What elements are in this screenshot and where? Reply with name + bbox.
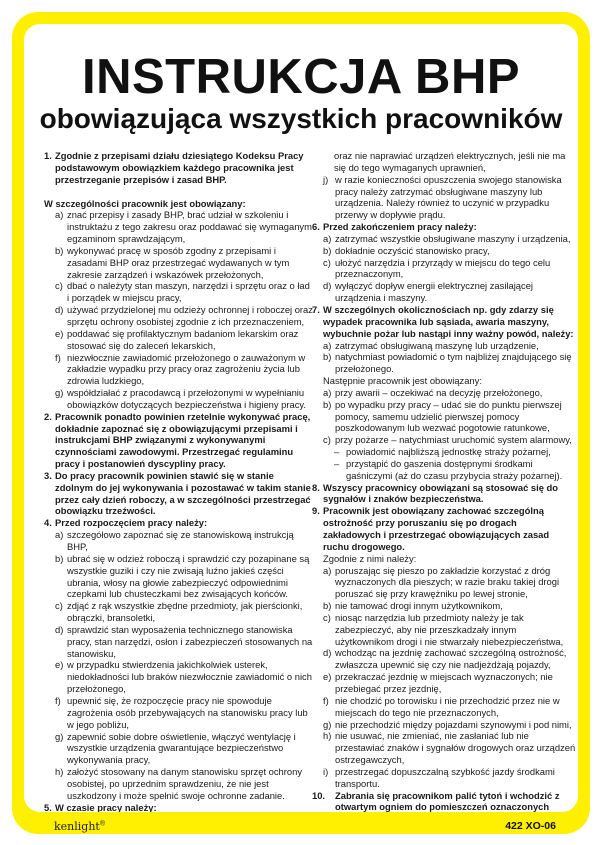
product-code: 422 XO-06 (505, 820, 556, 832)
list-item: d) wyłączyć dopływ energii elektrycznej zasilającej urządzenia i maszyny. (323, 280, 533, 304)
list-item: g) współdziałać z pracodawcą i przełożonymi w wypełnianiu obowiązków dotyczących bezpieczeństwa i higieny pracy. (55, 387, 307, 410)
list-item: – powiadomić najbliższą jednostkę straży pożarnej, (334, 446, 551, 458)
list-item: b) nie tamować drogi innym użytkownikom, (323, 600, 503, 612)
continued-item: oraz nie naprawiać urządzeń elektrycznych, jeśli nie ma się do tego wymaganych uprawnień, (334, 150, 566, 173)
list-item: b) ubrać się w odzież roboczą i sprawdzić czy pozapinane są wszystkie guziki i czy nie zwisają luźno jakieś części ubrania, włosy na głowie zabezpieczyć odpowiednimi czepkami lub chusteczkami bez zwisających końców. (55, 552, 310, 600)
page-subtitle: obowiązująca wszystkich pracowników (39, 103, 563, 134)
obligations-intro: W szczególności pracownik jest obowiązany: (44, 197, 246, 209)
section-5: 5. W czasie pracy należy: (44, 801, 157, 812)
section-7: 7. W szczególnych okolicznościach np. gdy zdarzy się wypadek pracownika lub sąsiada, awaria maszyny, wybuchnie pożar lub nastąpi inny ważny powód, należy: (312, 303, 574, 339)
list-item: f) nie chodzić po torowisku i nie przechodzić przez nie w miejscach do tego nie przeznaczonych, (323, 694, 560, 718)
list-item: a) przy awarii – oczekiwać na decyzję przełożonego, (323, 386, 543, 398)
list-item: f) niezwłocznie zawiadomić przełożonego o zauważonym w zakładzie wypadku przy pracy oraz zagrożeniu życia lub zdrowia ludzkiego, (55, 351, 306, 387)
section-9: 9. Pracownik jest obowiązany zachować szczególną ostrożność przy poruszaniu się po drogach zakładowych i przestrzegać obowiązujących zasad ruchu drogowego. (312, 505, 550, 552)
yellow-border-frame (12, 12, 590, 834)
list-item: c) niosąc narzędzia lub przedmioty należy je tak zabezpieczyć, aby nie przeszkadzały innym użytkownikom drogi i nie stwarzały niebezpieczeństwa, (323, 611, 564, 647)
traffic-intro: Zgodnie z nimi należy: (323, 552, 417, 564)
section-8: 8. Wszyscy pracownicy obowiązani są stosować się do sygnałów i znaków bezpieczeństwa. (312, 481, 558, 505)
left-column (44, 150, 314, 812)
right-column (312, 150, 576, 812)
list-item: g) zapewnić sobie dobre oświetlenie, włączyć wentylację i wszystkie urządzenia gwarantujące bezpieczeństwo wykonywania pracy, (55, 730, 296, 766)
section-2: 2. Pracownik ponadto powinien rzetelnie wykonywać pracę, dokładnie zapoznać się z obowiązującymi przepisami i instrukcjami BHP związanymi z wykonywanymi czynnościami zawodowymi. Przestrzegać regulaminu pracy i postanowień dyscypliny pracy. (44, 410, 311, 470)
emergency-list (312, 340, 576, 376)
list-item: 10. Zabrania się pracownikom palić tytoń i wchodzić z otwartym ogniem do pomieszczeń oznaczonych (312, 789, 560, 812)
list-item: b) dokładnie oczyścić stanowisko pracy, (323, 244, 490, 256)
traffic-list (312, 565, 576, 790)
list-item: c) przy pożarze – natychmiast uruchomić system alarmowy, (323, 434, 572, 446)
end-of-work-list (312, 233, 576, 304)
list-item: h) nie usuwać, nie zmieniać, nie zasłaniać lub nie przestawiać znaków i sygnałów drogowych oraz urządzeń ostrzegawczych, (323, 730, 576, 766)
list-item: f) upewnić się, że rozpoczęcie pracy nie spowoduje zagrożenia osób przebywających na stanowisku pracy lub w jego pobliżu, (55, 694, 308, 730)
list-item: d) sprawdzić stan wyposażenia technicznego stanowiska pracy, stan narzędzi, osłon i zabezpieczeń stosowanych na stanowisku, (55, 623, 313, 659)
list-item: b) po wypadku przy pracy – udać sie do punktu pierwszej pomocy, samemu udzielić pierwszej pomocy poszkodowanym lub wezwać pogotowie ratunkowe, (323, 398, 562, 434)
list-item: d) wchodząc na jezdnię zachować szczególną ostrożność, zwłaszcza upewnić się czy nie nadjeżdżają pojazdy, (323, 647, 567, 671)
list-item: e) w przypadku stwierdzenia jakichkolwiek usterek, niedokładności lub braków niezwłocznie zawiadomić o nich przełożonego, (55, 659, 312, 695)
obligations-list (44, 209, 314, 410)
list-item: e) przekraczać jezdnię w miejscach wyznaczonych; nie przebiegać przez jezdnię, (323, 671, 553, 694)
fire-sublist (312, 446, 576, 482)
section-3: 3. Do pracy pracownik powinien stawić się w stanie zdolnym do jej wykonywania i pozostawać w takim stanie przez cały dzień roboczy, a w szczególności przestrzegać obowiązku trzeźwości. (44, 469, 311, 517)
prohibitions-list (312, 790, 576, 812)
list-item: – przystąpić do gaszenia dostępnymi środkami gaśniczymi (aż do czasu przybycia straży pożarnej). (334, 457, 563, 481)
list-item: g) nie przechodzić między pojazdami szynowymi i pod nimi, (323, 718, 572, 730)
list-item: h) założyć stosowany na danym stanowisku sprzęt ochrony osobistej, po uprzednim sprawdzeniu, że nie jest uszkodzony i może spełnić swoje ochronne zadanie. (55, 766, 303, 801)
list-item: d) używać przydzielonej mu odzieży ochronnej i roboczej oraz sprzętu ochrony osobistej zgodnie z ich przeznaczeniem, (55, 304, 313, 327)
list-item: a) poruszając się pieszo po zakładzie korzystać z dróg wyznaczonych dla pieszych; w razie braku takiej drogi poruszać się przy krawężniku po lewej stronie, (323, 564, 560, 600)
page-title: INSTRUKCJA BHP (81, 50, 521, 104)
list-item: b) wykonywać pracę w sposób zgodny z przepisami i zasadami BHP oraz przestrzegać wydawanych w tym zakresie zarządzeń i wskazówek przełożonych, (55, 244, 290, 280)
section-6: 6. Przed zakończeniem pracy należy: (312, 221, 477, 233)
brand-logo: kenlight® (54, 820, 106, 833)
list-item: j) w razie konieczności opuszczenia swojego stanowiska pracy należy zatrzymać obsługiwane maszyny lub urządzenia. Należy również to uczynić w przypadku przerwy w dopływie prądu. (323, 173, 562, 221)
before-work-list (44, 529, 314, 801)
then-list (312, 387, 576, 446)
list-item: c) ułożyć narzędzia i przyrządy w miejscu do tego celu przeznaczonym, (323, 256, 551, 280)
list-item: c) dbać o należyty stan maszyn, narzędzi i sprzętu oraz o ład i porządek w miejscu pracy, (55, 280, 310, 304)
list-item: e) poddawać się profilaktycznym badaniom lekarskim oraz stosować się do zaleceń lekarskich, (55, 327, 299, 351)
list-item: c) zdjąć z rąk wszystkie zbędne przedmioty, jak pierścionki, obrączki, bransoletki, (55, 600, 303, 624)
then-intro: Następnie pracownik jest obowiązany: (323, 375, 482, 387)
section-4: 4. Przed rozpoczęciem pracy należy: (44, 517, 208, 529)
sign-panel (24, 24, 578, 812)
list-item: a) znać przepisy i zasady BHP, brać udział w szkoleniu i instruktażu z tego zakresu oraz poddawać się wymaganym egzaminom sprawdzającym, (55, 209, 312, 245)
list-item: a) zatrzymać obsługiwaną maszynę lub urządzenie, (323, 339, 539, 351)
list-item: b) natychmiast powiadomić o tym najbliżej znajdującego się przełożonego. (323, 351, 572, 375)
list-item: i) przestrzegać dopuszczalną szybkość jazdy środkami transportu. (323, 765, 555, 789)
section-1: 1. Zgodnie z przepisami działu dziesiątego Kodeksu Pracy podstawowym obowiązkiem każdego pracownika jest przestrzeganie przepisów i zasad BHP. (44, 150, 304, 185)
list-item: a) szczegółowo zapoznać się ze stanowiskową instrukcją BHP, (55, 529, 294, 552)
list-item: a) zatrzymać wszystkie obsługiwane maszyny i urządzenia, (323, 232, 571, 244)
